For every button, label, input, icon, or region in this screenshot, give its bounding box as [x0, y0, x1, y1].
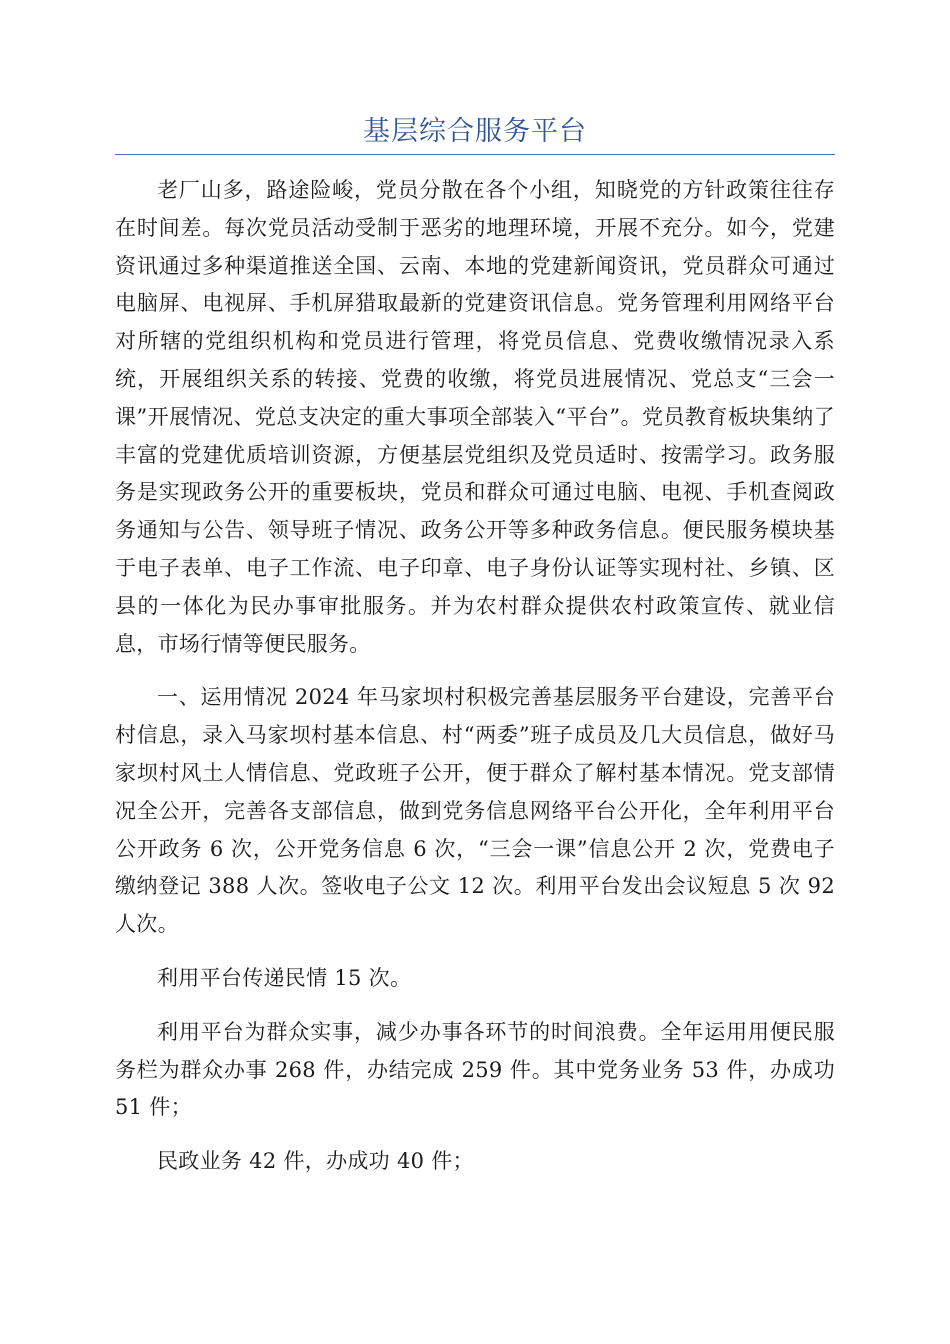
paragraph-usage: 一、运用情况 2024 年马家坝村积极完善基层服务平台建设，完善平台村信息，录入马家坝村基本信息、村“两委”班子成员及几大员信息，做好马家坝村风土人情信息、党政班子公开，便于群众了解村基本情况。党支部情况全公开，完善各支部信息，做到党务信息网络平台公开化，全年利用平台公开政务 6 次，公开党务信息 6 次，“三会一课”信息公开 2 次，党费电子缴纳登记 388 人次。签收电子公文 12 次。利用平台发出会议短息 5 次 92 人次。 — [115, 685, 835, 937]
paragraph-public-sentiment: 利用平台传递民情 15 次。 — [157, 965, 412, 990]
title-underline — [115, 154, 835, 155]
paragraph-service-stats: 利用平台为群众实事，减少办事各环节的时间浪费。全年运用用便民服务栏为群众办事 268 件，办结完成 259 件。其中党务业务 53 件，办成功 51 件； — [115, 1019, 835, 1120]
document-title: 基层综合服务平台 — [363, 116, 587, 147]
paragraph-civil-affairs: 民政业务 42 件，办成功 40 件； — [157, 1149, 474, 1174]
document-body — [115, 172, 835, 1197]
paragraph-intro: 老厂山多，路途险峻，党员分散在各个小组，知晓党的方针政策往往存在时间差。每次党员活动受制于恶劣的地理环境，开展不充分。如今，党建资讯通过多种渠道推送全国、云南、本地的党建新闻资讯，党员群众可通过电脑屏、电视屏、手机屏猎取最新的党建资讯信息。党务管理利用网络平台对所辖的党组织机构和党员进行管理，将党员信息、党费收缴情况录入系统，开展组织关系的转接、党费的收缴，将党员进展情况、党总支“三会一课”开展情况、党总支决定的重大事项全部装入“平台”。党员教育板块集纳了丰富的党建优质培训资源，方便基层党组织及党员适时、按需学习。政务服务是实现政务公开的重要板块，党员和群众可通过电脑、电视、手机查阅政务通知与公告、领导班子情况、政务公开等多种政务信息。便民服务模块基于电子表单、电子工作流、电子印章、电子身份认证等实现村社、乡镇、区县的一体化为民办事审批服务。并为农村群众提供农村政策宣传、就业信息，市场行情等便民服务。 — [115, 178, 835, 656]
